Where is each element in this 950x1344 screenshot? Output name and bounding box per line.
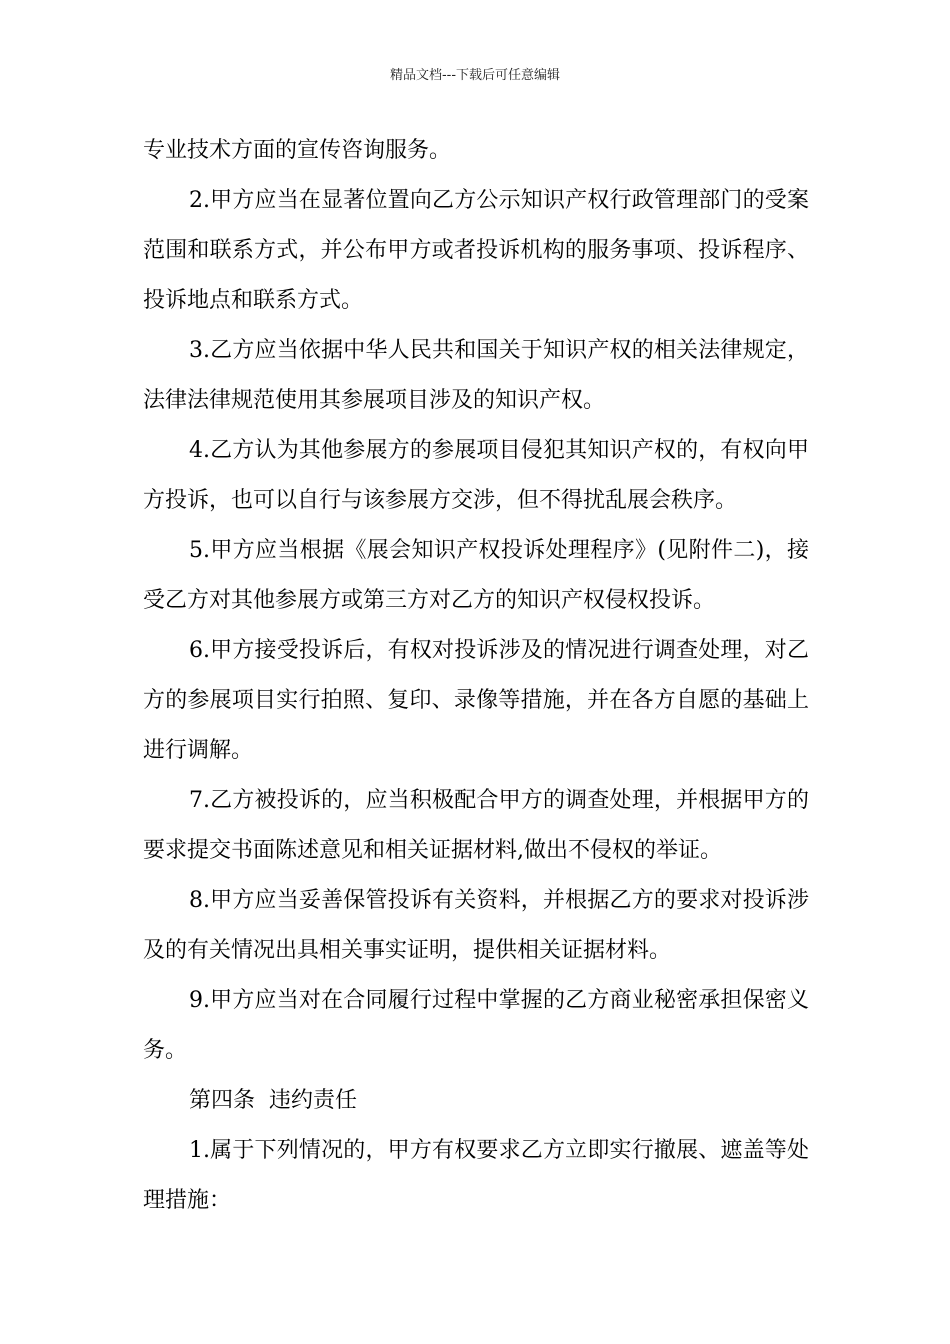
paragraph: 4.乙方认为其他参展方的参展项目侵犯其知识产权的，有权向甲方投诉，也可以自行与该参展方交涉，但不得扰乱展会秩序。: [143, 438, 809, 513]
paragraph: 6.甲方接受投诉后，有权对投诉涉及的情况进行调查处理，对乙方的参展项目实行拍照、复印、录像等措施，并在各方自愿的基础上进行调解。: [143, 638, 809, 763]
paragraph: 5.甲方应当根据《展会知识产权投诉处理程序》(见附件二)，接受乙方对其他参展方或第三方对乙方的知识产权侵权投诉。: [143, 538, 809, 613]
paragraph: 9.甲方应当对在合同履行过程中掌握的乙方商业秘密承担保密义务。: [143, 988, 809, 1063]
page-header: 精品文档---下载后可任意编辑: [389, 68, 561, 83]
paragraph: 1.属于下列情况的，甲方有权要求乙方立即实行撤展、遮盖等处理措施：: [143, 1138, 809, 1213]
document-body: [143, 126, 809, 1226]
paragraph: 3.乙方应当依据中华人民共和国关于知识产权的相关法律规定，法律法律规范使用其参展项目涉及的知识产权。: [143, 338, 809, 413]
paragraph: 8.甲方应当妥善保管投诉有关资料，并根据乙方的要求对投诉涉及的有关情况出具相关事实证明，提供相关证据材料。: [143, 888, 809, 963]
paragraph: 7.乙方被投诉的，应当积极配合甲方的调查处理，并根据甲方的要求提交书面陈述意见和相关证据材料,做出不侵权的举证。: [143, 788, 809, 863]
paragraph: 专业技术方面的宣传咨询服务。: [143, 138, 452, 163]
paragraph: 2.甲方应当在显著位置向乙方公示知识产权行政管理部门的受案范围和联系方式，并公布甲方或者投诉机构的服务事项、投诉程序、投诉地点和联系方式。: [143, 188, 809, 313]
section-heading: 第四条 违约责任: [189, 1088, 357, 1113]
